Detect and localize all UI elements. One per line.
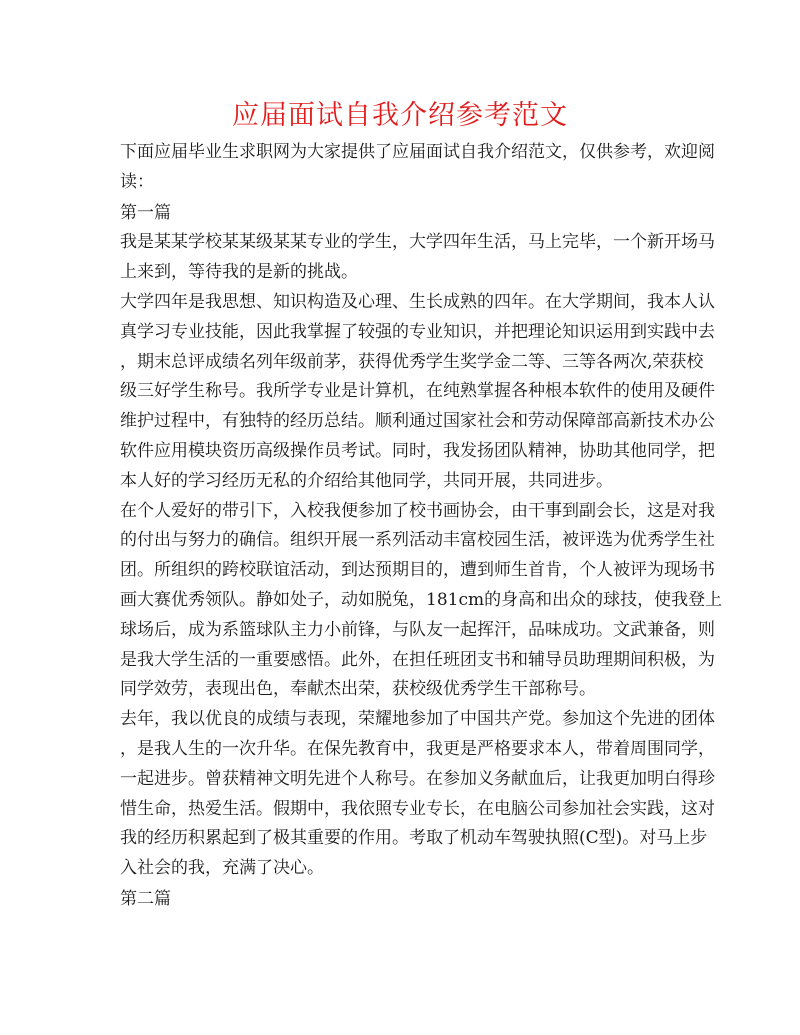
text-line: 上来到，等待我的是新的挑战。 [120, 262, 358, 283]
section-heading-text: 第一篇 [120, 202, 171, 223]
text-line: 去年，我以优良的成绩与表现，荣耀地参加了中国共产党。参加这个先进的团体 [120, 709, 715, 730]
text-line: 下面应届毕业生求职网为大家提供了应届面试自我介绍范文，仅供参考，欢迎阅 [120, 142, 715, 162]
text-line: 维护过程中，有独特的经历总结。顺利通过国家社会和劳动保障部高新技术办公 [120, 411, 715, 432]
text-line: 级三好学生称号。我所学专业是计算机，在纯熟掌握各种根本软件的使用及硬件 [120, 381, 715, 402]
paragraph-4 [120, 705, 715, 884]
text-line: 我的经历积累起到了极其重要的作用。考取了机动车驾驶执照(C型)。对马上步 [120, 828, 708, 849]
section-heading-text: 第二篇 [120, 888, 171, 909]
document-title: 应届面试自我介绍参考范文 [232, 100, 568, 131]
paragraph-1 [120, 228, 715, 288]
text-line: 我是某某学校某某级某某专业的学生，大学四年生活，马上完毕，一个新开场马 [120, 232, 715, 253]
document-body [120, 138, 723, 915]
text-line: 惜生命，热爱生活。假期中，我依照专业专长，在电脑公司参加社会实践，这对 [120, 798, 715, 819]
section-heading-1 [120, 198, 688, 229]
section-heading-2 [120, 884, 688, 915]
text-line: 大学四年是我思想、知识构造及心理、生长成熟的四年。在大学期间，我本人认 [120, 291, 715, 312]
intro-paragraph [120, 138, 715, 198]
text-line: 入社会的我，充满了决心。 [120, 858, 324, 879]
text-line: 球场后，成为系篮球队主力小前锋，与队友一起挥汗，品味成功。文武兼备，则 [120, 619, 715, 640]
text-line: 真学习专业技能，因此我掌握了较强的专业知识，并把理论知识运用到实践中去 [120, 321, 715, 342]
text-line: 一起进步。曾获精神文明先进个人称号。在参加义务献血后，让我更加明白得珍 [120, 768, 715, 789]
text-line: 软件应用模块资历高级操作员考试。同时，我发扬团队精神，协助其他同学，把 [120, 440, 715, 461]
text-line: 是我大学生活的一重要感悟。此外，在担任班团支书和辅导员助理期间积极，为 [120, 649, 715, 670]
text-line: ，期末总评成绩名列年级前茅，获得优秀学生奖学金二等、三等各两次,荣获校 [120, 351, 704, 372]
text-line: ，是我人生的一次升华。在保先教育中，我更是严格要求本人，带着周围同学， [120, 738, 715, 759]
text-line: 读： [120, 171, 154, 192]
text-line: 同学效劳，表现出色，奉献杰出荣，获校级优秀学生干部称号。 [120, 679, 596, 700]
text-line: 的付出与努力的确信。组织开展一系列活动丰富校园生活，被评选为优秀学生社 [120, 530, 715, 551]
text-line: 团。所组织的跨校联谊活动，到达预期目的，遭到师生首肯，个人被评为现场书 [120, 560, 715, 581]
text-line: 画大赛优秀领队。静如处子，动如脱兔，181cm的身高和出众的球技，使我登上 [120, 589, 723, 610]
text-line: 本人好的学习经历无私的介绍给其他同学，共同开展，共同进步。 [120, 470, 613, 491]
paragraph-3 [120, 497, 723, 706]
text-line: 在个人爱好的带引下，入校我便参加了校书画协会，由干事到副会长，这是对我 [120, 500, 715, 521]
paragraph-2 [120, 288, 715, 497]
